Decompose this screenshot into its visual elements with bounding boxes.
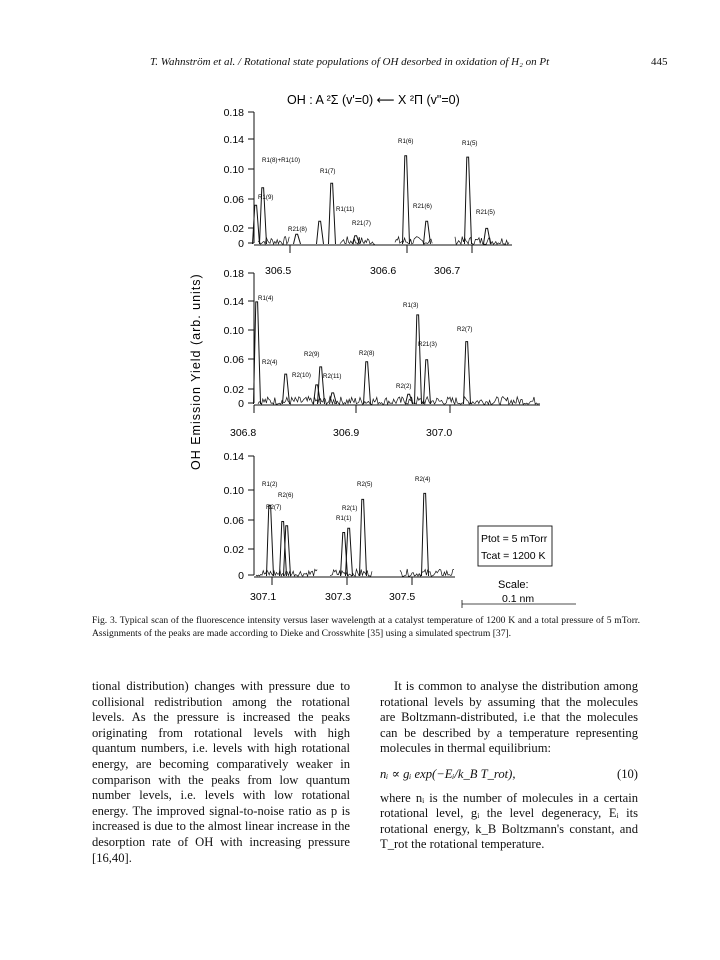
noise-trace — [400, 569, 454, 576]
right-paragraph-2: where nᵢ is the number of molecules in a certain rotational level, gᵢ the level degeneracy, Eᵢ its rotational energy, k_B Boltzmann's constant, and T_rot the rotational temperature. — [380, 790, 638, 852]
peak-label: R2(7) — [266, 504, 282, 511]
y-tick-label: 0.18 — [223, 268, 244, 280]
y-tick-label: 0.02 — [223, 384, 244, 396]
peak — [360, 499, 367, 576]
x-tick-label: 307.1 — [250, 591, 277, 603]
y-tick-label: 0.14 — [223, 451, 244, 463]
y-tick-label: 0.06 — [223, 194, 244, 206]
condition-ptot: Ptot = 5 mTorr — [481, 533, 548, 545]
peak-label: R2(1) — [342, 505, 358, 512]
peak-label: R2(8) — [359, 350, 375, 357]
y-tick-label: 0.10 — [223, 164, 244, 176]
peak-label: R21(6) — [413, 203, 432, 210]
peak-label: R1(9) — [258, 194, 274, 201]
peak-label: R2(4) — [262, 359, 278, 366]
figure-caption: Fig. 3. Typical scan of the fluorescence intensity versus laser wavelength at a catalyst temperature of 1200 K and a total pressure of 5 mTorr. Assignments of the peaks are made according to Dieke and Crosswhite [35] using a simulated spectrum [37]. — [92, 615, 640, 639]
peak-label: R1(4) — [258, 295, 274, 302]
peak-label: R21(8) — [288, 226, 307, 233]
y-tick-label: 0.14 — [223, 296, 244, 308]
peak-label: R2(7) — [457, 326, 473, 333]
y-tick-label: 0.10 — [223, 485, 244, 497]
peak-label: R1(7) — [320, 168, 336, 175]
equation-10 — [380, 767, 638, 783]
right-column — [380, 679, 638, 853]
y-tick-label: 0.10 — [223, 325, 244, 337]
chart-panel-2 — [224, 268, 540, 439]
noise-trace — [455, 237, 509, 245]
peak-label: R2(9) — [304, 351, 320, 358]
y-tick-label: 0.06 — [223, 354, 244, 366]
peak — [465, 157, 472, 244]
noise-trace — [395, 237, 432, 245]
peak-label: R21(5) — [476, 209, 495, 216]
peak-label: R1(6) — [398, 138, 414, 145]
peak-label: R2(5) — [357, 481, 373, 488]
peak-label: R2(11) — [323, 373, 342, 380]
y-tick-label: 0 — [238, 398, 244, 410]
x-tick-label: 307.3 — [325, 591, 352, 603]
x-tick-label: 306.7 — [434, 265, 461, 277]
peak — [329, 183, 336, 244]
peak-label: R1(1) — [336, 515, 352, 522]
peak-label: R1(8)+R1(10) — [262, 157, 300, 164]
chart-panel-1 — [224, 107, 512, 277]
left-paragraph: tional distribution) changes with pressure due to collisional redistribution among the rotational levels. As the pressure is increased the peaks originating from rotational levels with high quantum numbers, i.e. levels with high rotational energy, are becoming comparatively weaker in comparison with the peaks from low quantum number levels, i.e. levels with low rotational energy. The improved signal-to-noise ratio as p is increased is due to the almost linear increase in the desorption rate of OH with increasing pressure [16,40]. — [92, 679, 350, 865]
equation-text: nᵢ ∝ gᵢ exp(−Eᵢ/k_B T_rot), — [380, 766, 516, 781]
peak-label: R1(11) — [336, 206, 355, 213]
y-tick-label: 0.06 — [223, 515, 244, 527]
peak — [403, 156, 410, 244]
peak-label: R1(3) — [403, 302, 419, 309]
conditions-box — [478, 526, 552, 566]
peak-label: R21(3) — [418, 341, 437, 348]
peak-label: R21(7) — [352, 220, 371, 227]
noise-trace — [258, 397, 540, 405]
peak — [422, 493, 429, 576]
page-number: 445 — [651, 56, 668, 68]
scale-bar — [462, 593, 576, 608]
y-tick-label: 0.02 — [223, 544, 244, 556]
running-title: T. Wahnström et al. / Rotational state populations of OH desorbed in oxidation of H₂ on Pt — [150, 56, 550, 68]
y-tick-label: 0.18 — [223, 107, 244, 119]
condition-tcat: Tcat = 1200 K — [481, 550, 546, 562]
peak — [317, 221, 324, 244]
x-tick-label: 307.5 — [389, 591, 416, 603]
peak — [254, 302, 261, 404]
peak-label: R2(2) — [396, 383, 412, 390]
right-paragraph-1: It is common to analyse the distribution among rotational levels by assuming that the molecules are Boltzmann-distributed, i.e that the molecules can be described by a temperature representing molecules in thermal equilibrium: — [380, 679, 638, 756]
y-tick-label: 0.02 — [223, 223, 244, 235]
x-tick-label: 307.0 — [426, 427, 453, 439]
peak-label: R2(4) — [415, 476, 431, 483]
scale-label: Scale: — [498, 579, 529, 591]
y-axis-label: OH Emission Yield (arb. units) — [189, 273, 203, 470]
peak — [294, 234, 301, 244]
figure-title: OH : A ²Σ (v'=0) ⟵ X ²Π (v"=0) — [287, 93, 460, 107]
peak-label: R2(10) — [292, 372, 311, 379]
peak — [415, 315, 422, 404]
y-tick-label: 0 — [238, 570, 244, 582]
scale-value: 0.1 nm — [502, 593, 535, 605]
chart-panel-3 — [224, 451, 455, 603]
peak — [267, 505, 274, 576]
x-tick-label: 306.9 — [333, 427, 360, 439]
y-tick-label: 0.14 — [223, 134, 244, 146]
peak — [464, 342, 471, 404]
left-column — [92, 679, 350, 866]
peak-label: R1(2) — [262, 481, 278, 488]
peak-label: R1(5) — [462, 140, 478, 147]
peak-label: R2(6) — [278, 492, 294, 499]
noise-trace — [330, 569, 372, 576]
x-tick-label: 306.6 — [370, 265, 397, 277]
x-tick-label: 306.5 — [265, 265, 292, 277]
peak — [364, 362, 371, 404]
noise-trace — [258, 237, 289, 245]
x-tick-label: 306.8 — [230, 427, 257, 439]
y-tick-label: 0 — [238, 238, 244, 250]
equation-number: (10) — [617, 766, 638, 781]
